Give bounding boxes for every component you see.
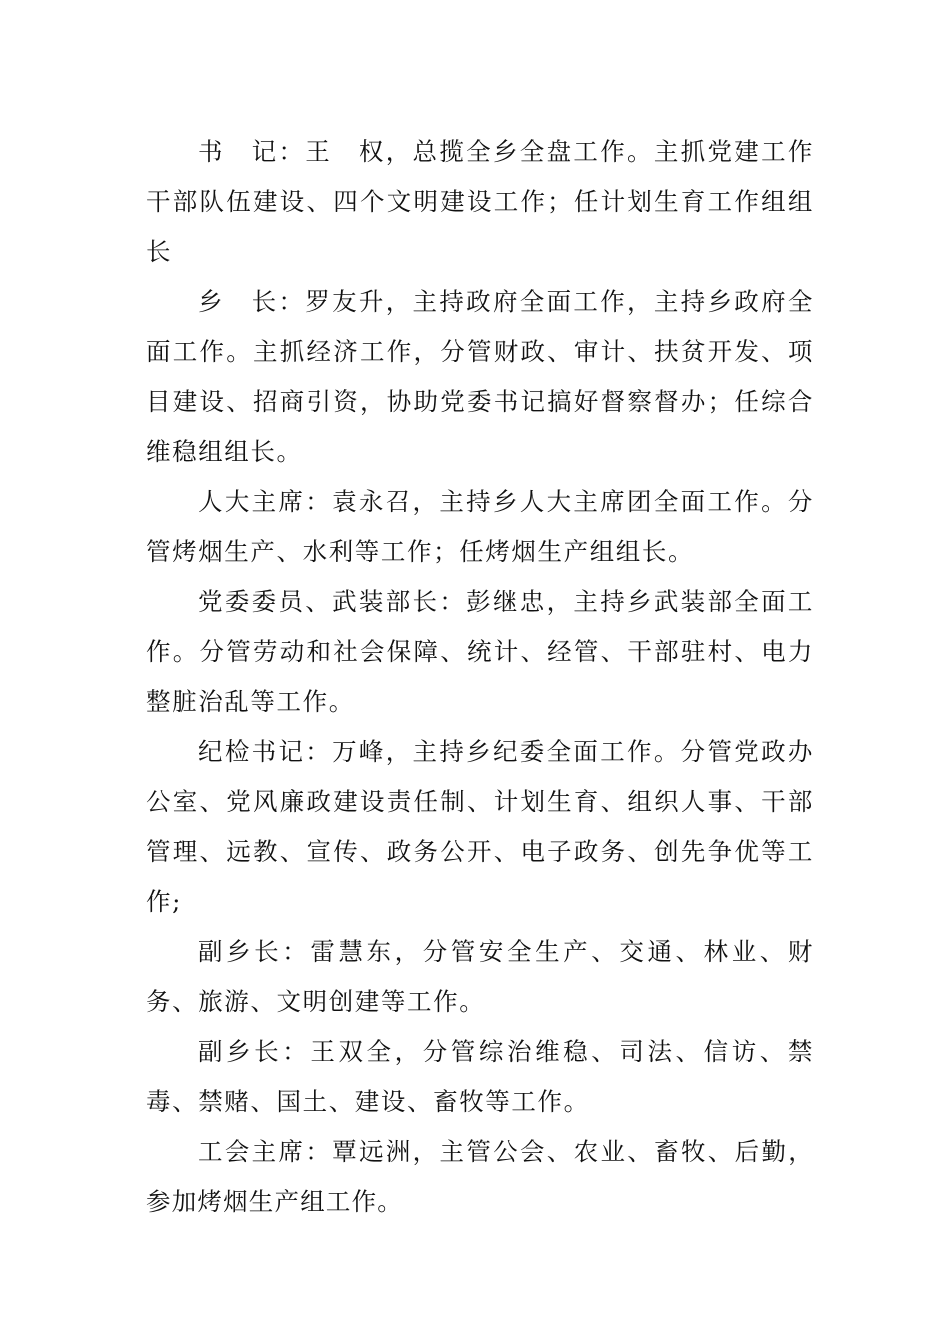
paragraph-party-secretary: 书 记：王 权，总揽全乡全盘工作。主抓党建工作干部队伍建设、四个文明建设工作；任计划生育工作组组长 [146,137,814,266]
paragraph-union-chairman: 工会主席：覃远洲，主管公会、农业、畜牧、后勤，参加烤烟生产组工作。 [146,1137,814,1216]
paragraph-armed-forces-minister: 党委委员、武装部长：彭继忠，主持乡武装部全面工作。分管劳动和社会保障、统计、经管、干部驻村、电力整脏治乱等工作。 [146,587,814,716]
paragraph-deputy-head-wang: 副乡长：王双全，分管综治维稳、司法、信访、禁毒、禁赌、国土、建设、畜牧等工作。 [146,1037,814,1116]
document-body [146,127,814,1227]
paragraph-discipline-secretary: 纪检书记：万峰，主持乡纪委全面工作。分管党政办公室、党风廉政建设责任制、计划生育、组织人事、干部管理、远教、宣传、政务公开、电子政务、创先争优等工作; [146,737,814,916]
paragraph-npc-chairman: 人大主席：袁永召，主持乡人大主席团全面工作。分管烤烟生产、水利等工作；任烤烟生产组组长。 [146,487,814,566]
paragraph-township-head: 乡 长：罗友升，主持政府全面工作，主持乡政府全面工作。主抓经济工作，分管财政、审计、扶贫开发、项目建设、招商引资，协助党委书记搞好督察督办；任综合维稳组组长。 [146,287,814,466]
paragraph-deputy-head-lei: 副乡长：雷慧东，分管安全生产、交通、林业、财务、旅游、文明创建等工作。 [146,937,814,1016]
